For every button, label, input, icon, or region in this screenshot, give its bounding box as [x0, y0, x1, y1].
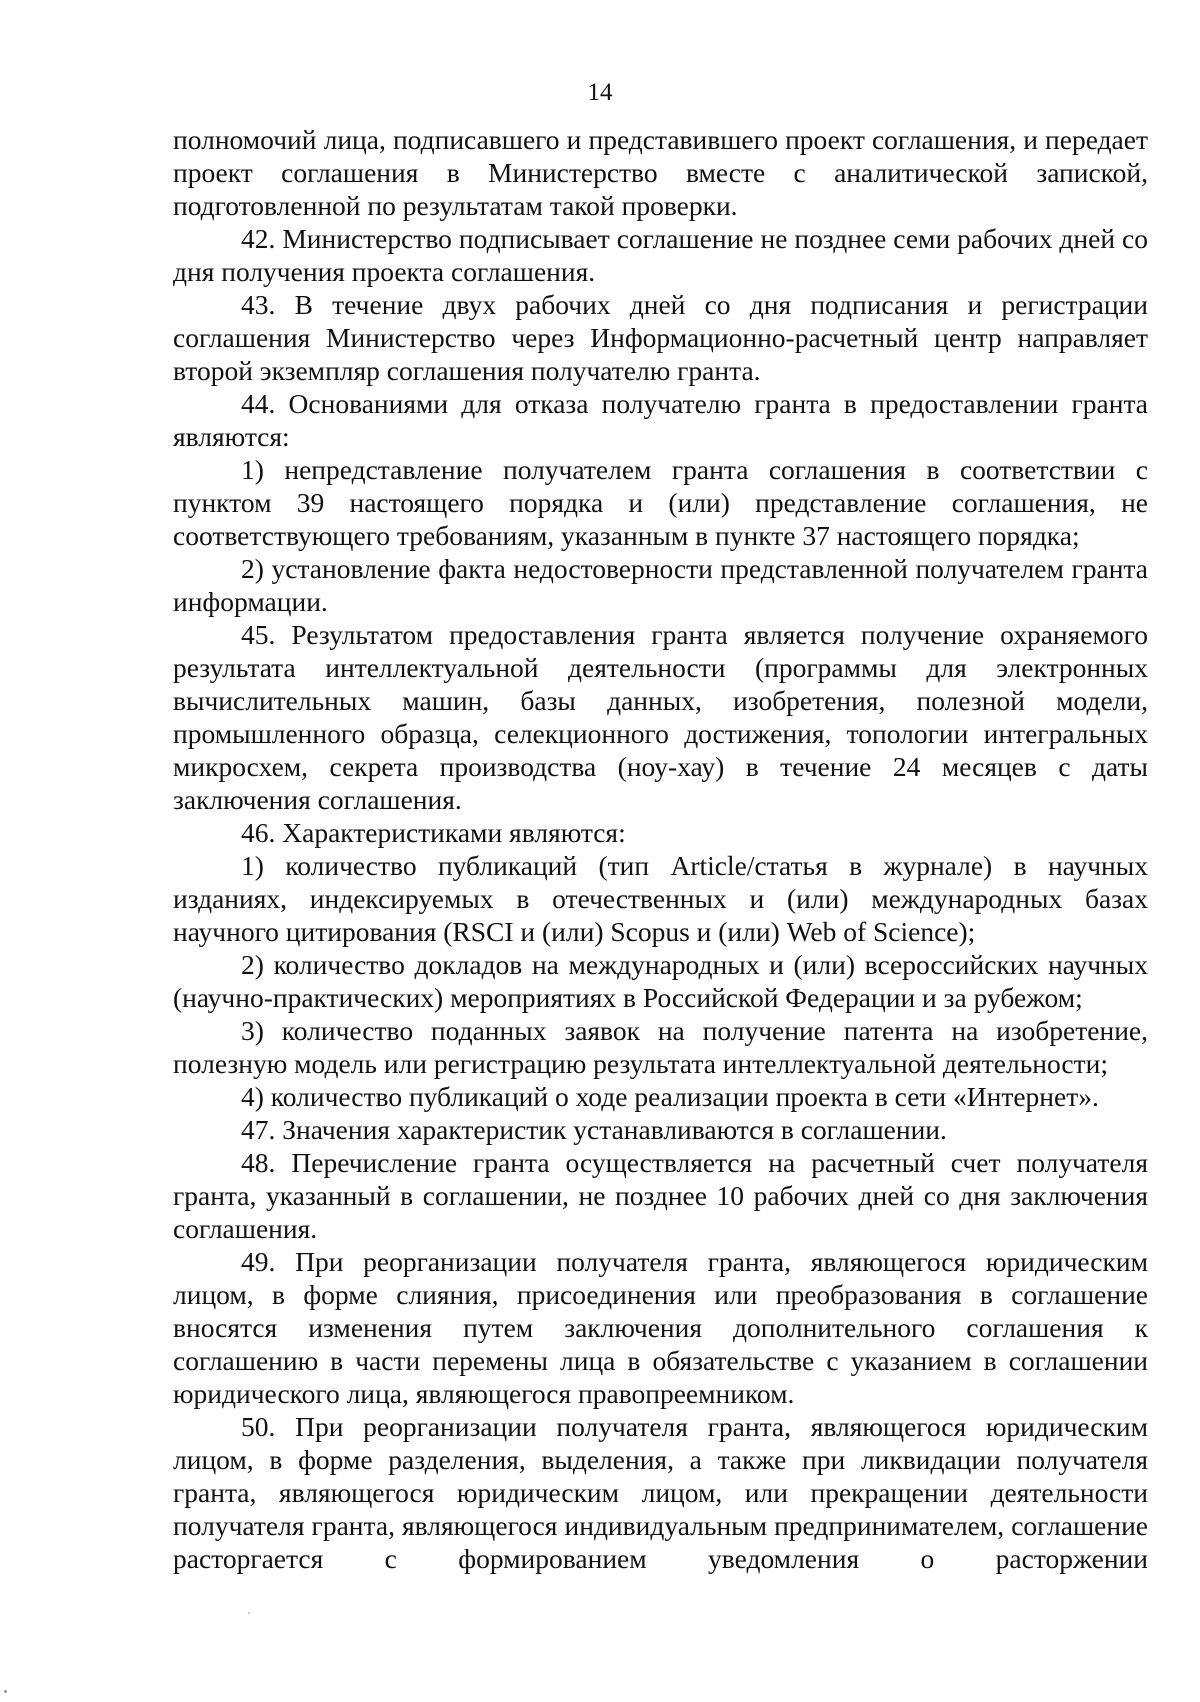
paragraph-45: 45. Результатом предоставления гранта является получение охраняемого результата интеллектуальной деятельности (программы для электронных вычислительных машин, базы данных, изобретения, полезной модели, промышленного образца, селекционного достижения, топологии интегральных микросхем, секрета производства (ноу-хау) в течение 24 месяцев с даты заключения соглашения.	[173, 619, 1148, 815]
paragraph-46-item-1: 1) количество публикаций (тип Article/статья в журнале) в научных изданиях, индексируемых в отечественных и (или) международных базах научного цитирования (RSCI и (или) Scopus и (или) Web of Science);	[173, 850, 1148, 947]
paragraph-46: 46. Характеристиками являются:	[241, 817, 626, 848]
paragraph-43: 43. В течение двух рабочих дней со дня подписания и регистрации соглашения Министерство через Информационно-расчетный центр направляет второй экземпляр соглашения получателю гранта.	[173, 289, 1148, 386]
paragraph-48: 48. Перечисление гранта осуществляется на расчетный счет получателя гранта, указанный в соглашении, не позднее 10 рабочих дней со дня заключения соглашения.	[173, 1147, 1148, 1244]
paragraph-continuation: полномочий лица, подписавшего и представившего проект соглашения, и передает проект соглашения в Министерство вместе с аналитической запиской, подготовленной по результатам такой проверки.	[173, 124, 1148, 221]
paragraph-46-item-3: 3) количество поданных заявок на получение патента на изобретение, полезную модель или регистрацию результата интеллектуальной деятельности;	[173, 1015, 1148, 1079]
paragraph-46-item-2: 2) количество докладов на международных и (или) всероссийских научных (научно-практических) мероприятиях в Российской Федерации и за рубежом;	[173, 949, 1148, 1013]
paragraph-50: 50. При реорганизации получателя гранта, являющегося юридическим лицом, в форме разделения, выделения, а также при ликвидации получателя гранта, являющегося юридическим лицом, или прекращении деятельности получателя гранта, являющегося индивидуальным предпринимателем, соглашение расторгается с формированием уведомления о расторжении	[173, 1411, 1148, 1574]
paragraph-46-item-4: 4) количество публикаций о ходе реализации проекта в сети «Интернет».	[241, 1081, 1099, 1112]
scan-artifact	[4, 1690, 7, 1693]
paragraph-42: 42. Министерство подписывает соглашение не позднее семи рабочих дней со дня получения проекта соглашения.	[173, 223, 1148, 287]
scan-artifact	[248, 1612, 250, 1614]
paragraph-44-item-1: 1) непредставление получателем гранта соглашения в соответствии с пунктом 39 настоящего порядка и (или) представление соглашения, не соответствующего требованиям, указанным в пункте 37 настоящего порядка;	[173, 454, 1148, 551]
page-number: 14	[587, 79, 613, 106]
document-body	[173, 123, 1148, 1575]
paragraph-44: 44. Основаниями для отказа получателю гранта в предоставлении гранта являются:	[173, 388, 1148, 452]
paragraph-49: 49. При реорганизации получателя гранта, являющегося юридическим лицом, в форме слияния, присоединения или преобразования в соглашение вносятся изменения путем заключения дополнительного соглашения к соглашению в части перемены лица в обязательстве с указанием в соглашении юридического лица, являющегося правопреемником.	[173, 1246, 1148, 1409]
paragraph-47: 47. Значения характеристик устанавливаются в соглашении.	[241, 1114, 947, 1145]
paragraph-44-item-2: 2) установление факта недостоверности представленной получателем гранта информации.	[173, 553, 1148, 617]
